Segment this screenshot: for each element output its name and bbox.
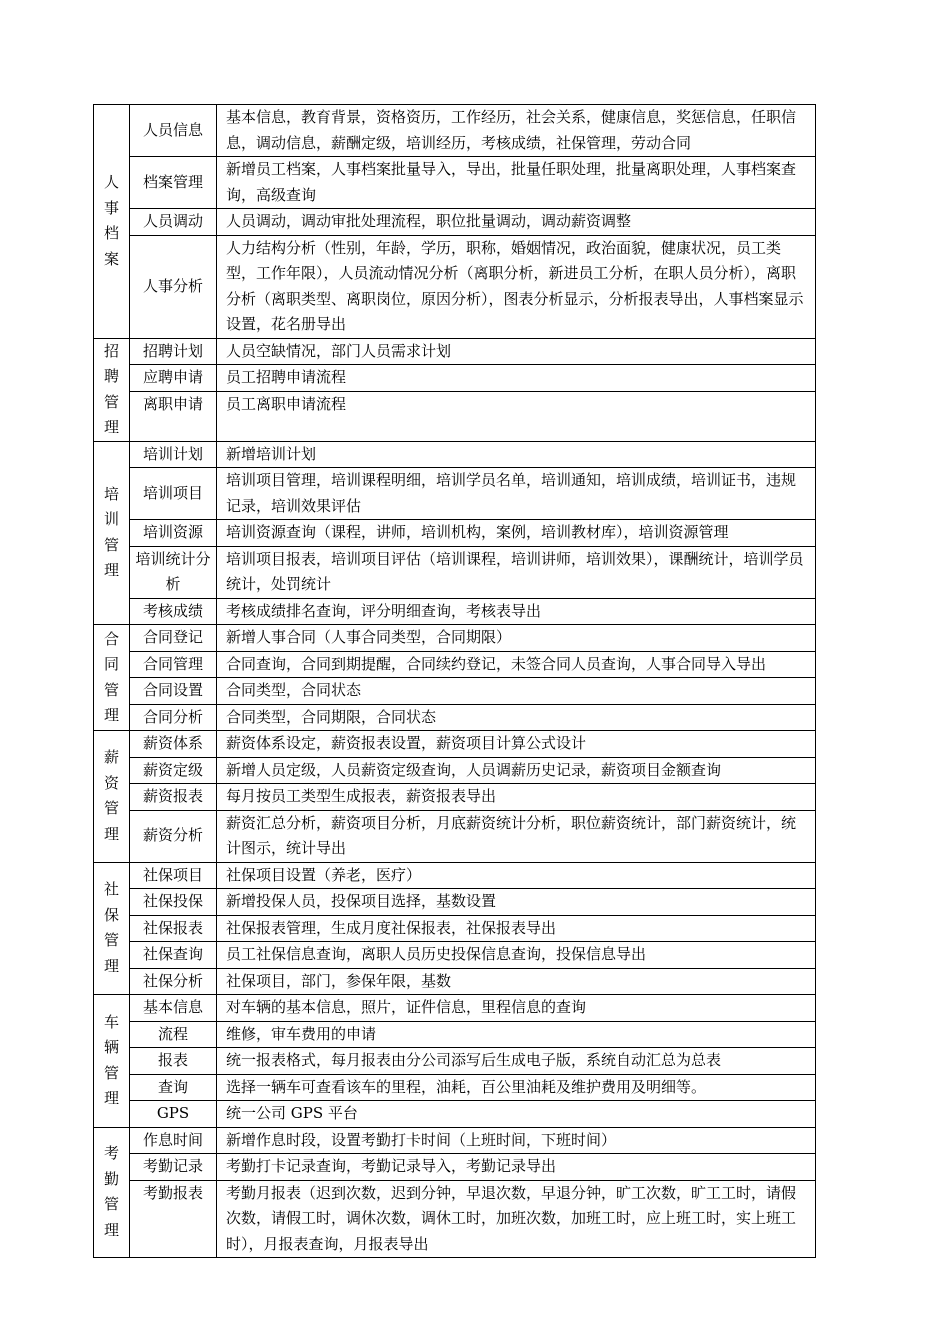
subitem-cell: 合同管理 xyxy=(130,651,217,678)
subitem-cell: 合同分析 xyxy=(130,704,217,731)
subitem-cell: 社保查询 xyxy=(130,942,217,969)
subitem-cell: 报表 xyxy=(130,1048,217,1075)
description-cell: 新增培训计划 xyxy=(217,441,816,468)
description-cell: 考勤打卡记录查询，考勤记录导入，考勤记录导出 xyxy=(217,1154,816,1181)
category-label: 合同管理 xyxy=(104,629,120,724)
category-label: 考勤管理 xyxy=(104,1144,120,1239)
subitem-cell: 考勤记录 xyxy=(130,1154,217,1181)
table-row xyxy=(94,915,816,942)
table-row xyxy=(94,862,816,889)
category-label: 车辆管理 xyxy=(104,1012,120,1108)
table-row xyxy=(94,105,816,157)
category-cell xyxy=(94,625,130,731)
table-row xyxy=(94,1154,816,1181)
description-cell: 人员空缺情况，部门人员需求计划 xyxy=(217,338,816,365)
category-cell xyxy=(94,105,130,339)
table-row xyxy=(94,784,816,811)
description-cell: 新增人员定级，人员薪资定级查询，人员调薪历史记录，薪资项目金额查询 xyxy=(217,757,816,784)
description-cell: 基本信息，教育背景，资格资历，工作经历，社会关系，健康信息，奖惩信息，任职信息，调动信息，薪酬定级，培训经历，考核成绩，社保管理，劳动合同 xyxy=(217,105,816,157)
description-cell: 薪资体系设定，薪资报表设置，薪资项目计算公式设计 xyxy=(217,731,816,758)
category-cell xyxy=(94,441,130,625)
subitem-cell: 离职申请 xyxy=(130,391,217,441)
description-cell: 社保项目，部门，参保年限，基数 xyxy=(217,968,816,995)
description-cell: 对车辆的基本信息，照片，证件信息，里程信息的查询 xyxy=(217,995,816,1022)
category-label: 招聘管理 xyxy=(104,341,120,436)
table-row xyxy=(94,391,816,441)
table-row xyxy=(94,1101,816,1128)
subitem-cell: 人员调动 xyxy=(130,209,217,236)
category-label: 培训管理 xyxy=(104,484,120,580)
category-cell xyxy=(94,995,130,1128)
table-row xyxy=(94,889,816,916)
subitem-cell: 人员信息 xyxy=(130,105,217,157)
description-cell: 考核成绩排名查询，评分明细查询，考核表导出 xyxy=(217,598,816,625)
description-cell: 统一公司 GPS 平台 xyxy=(217,1101,816,1128)
table-row xyxy=(94,678,816,705)
category-cell xyxy=(94,731,130,863)
subitem-cell: 培训计划 xyxy=(130,441,217,468)
feature-table xyxy=(93,104,816,1258)
description-cell: 社保报表管理，生成月度社保报表，社保报表导出 xyxy=(217,915,816,942)
table-row xyxy=(94,209,816,236)
table-row xyxy=(94,520,816,547)
subitem-cell: 社保报表 xyxy=(130,915,217,942)
table-row xyxy=(94,468,816,520)
table-row xyxy=(94,1180,816,1258)
subitem-cell: 档案管理 xyxy=(130,157,217,209)
description-cell: 员工社保信息查询，离职人员历史投保信息查询，投保信息导出 xyxy=(217,942,816,969)
subitem-cell: 社保项目 xyxy=(130,862,217,889)
description-cell: 社保项目设置（养老，医疗） xyxy=(217,862,816,889)
subitem-cell: 基本信息 xyxy=(130,995,217,1022)
subitem-cell: 培训统计分析 xyxy=(130,546,217,598)
table-row xyxy=(94,1048,816,1075)
description-cell: 员工离职申请流程 xyxy=(217,391,816,441)
category-cell xyxy=(94,338,130,441)
subitem-cell: 薪资报表 xyxy=(130,784,217,811)
description-cell: 新增员工档案，人事档案批量导入，导出，批量任职处理，批量离职处理，人事档案查询，高级查询 xyxy=(217,157,816,209)
feature-table-body xyxy=(94,105,816,1258)
table-row xyxy=(94,546,816,598)
description-cell: 薪资汇总分析，薪资项目分析，月底薪资统计分析，职位薪资统计，部门薪资统计，统计图示，统计导出 xyxy=(217,810,816,862)
table-row xyxy=(94,625,816,652)
description-cell: 考勤月报表（迟到次数，迟到分钟，早退次数，早退分钟，旷工次数，旷工工时，请假次数，请假工时，调休次数，调休工时，加班次数，加班工时，应上班工时，实上班工时），月报表查询，月报表导出 xyxy=(217,1180,816,1258)
description-cell: 培训项目报表，培训项目评估（培训课程，培训讲师，培训效果），课酬统计，培训学员统计，处罚统计 xyxy=(217,546,816,598)
description-cell: 新增投保人员，投保项目选择，基数设置 xyxy=(217,889,816,916)
description-cell: 每月按员工类型生成报表，薪资报表导出 xyxy=(217,784,816,811)
subitem-cell: 考核成绩 xyxy=(130,598,217,625)
table-row xyxy=(94,1021,816,1048)
table-row xyxy=(94,365,816,392)
category-cell xyxy=(94,862,130,995)
description-cell: 培训项目管理，培训课程明细，培训学员名单，培训通知，培训成绩，培训证书，违规记录，培训效果评估 xyxy=(217,468,816,520)
subitem-cell: 考勤报表 xyxy=(130,1180,217,1258)
category-cell xyxy=(94,1127,130,1258)
description-cell: 维修，审车费用的申请 xyxy=(217,1021,816,1048)
category-label: 人事档案 xyxy=(104,173,120,268)
table-row xyxy=(94,757,816,784)
category-label: 薪资管理 xyxy=(104,748,120,843)
table-row xyxy=(94,651,816,678)
subitem-cell: 合同登记 xyxy=(130,625,217,652)
subitem-cell: 作息时间 xyxy=(130,1127,217,1154)
subitem-cell: 培训资源 xyxy=(130,520,217,547)
category-label: 社保管理 xyxy=(104,880,120,975)
subitem-cell: 查询 xyxy=(130,1074,217,1101)
description-cell: 选择一辆车可查看该车的里程，油耗，百公里油耗及维护费用及明细等。 xyxy=(217,1074,816,1101)
table-row xyxy=(94,441,816,468)
description-cell: 合同查询，合同到期提醒，合同续约登记，未签合同人员查询，人事合同导入导出 xyxy=(217,651,816,678)
table-row xyxy=(94,1074,816,1101)
subitem-cell: 流程 xyxy=(130,1021,217,1048)
table-row xyxy=(94,942,816,969)
subitem-cell: 薪资定级 xyxy=(130,757,217,784)
description-cell: 新增人事合同（人事合同类型，合同期限） xyxy=(217,625,816,652)
table-row xyxy=(94,731,816,758)
subitem-cell: 薪资分析 xyxy=(130,810,217,862)
table-row xyxy=(94,235,816,338)
description-cell: 合同类型，合同状态 xyxy=(217,678,816,705)
table-row xyxy=(94,1127,816,1154)
subitem-cell: 合同设置 xyxy=(130,678,217,705)
table-row xyxy=(94,338,816,365)
subitem-cell: 培训项目 xyxy=(130,468,217,520)
subitem-cell: 招聘计划 xyxy=(130,338,217,365)
table-row xyxy=(94,968,816,995)
subitem-cell: 人事分析 xyxy=(130,235,217,338)
subitem-cell: 薪资体系 xyxy=(130,731,217,758)
description-cell: 培训资源查询（课程，讲师，培训机构，案例，培训教材库），培训资源管理 xyxy=(217,520,816,547)
table-row xyxy=(94,704,816,731)
subitem-cell: 应聘申请 xyxy=(130,365,217,392)
description-cell: 新增作息时段，设置考勤打卡时间（上班时间，下班时间） xyxy=(217,1127,816,1154)
description-cell: 统一报表格式，每月报表由分公司添写后生成电子版，系统自动汇总为总表 xyxy=(217,1048,816,1075)
description-cell: 人员调动，调动审批处理流程，职位批量调动，调动薪资调整 xyxy=(217,209,816,236)
description-cell: 人力结构分析（性别，年龄，学历，职称，婚姻情况，政治面貌，健康状况，员工类型，工作年限），人员流动情况分析（离职分析，新进员工分析，在职人员分析），离职分析（离职类型、离职岗位，原因分析），图表分析显示，分析报表导出，人事档案显示设置，花名册导出 xyxy=(217,235,816,338)
subitem-cell: 社保分析 xyxy=(130,968,217,995)
description-cell: 员工招聘申请流程 xyxy=(217,365,816,392)
description-cell: 合同类型，合同期限，合同状态 xyxy=(217,704,816,731)
subitem-cell: GPS xyxy=(130,1101,217,1128)
table-row xyxy=(94,810,816,862)
table-row xyxy=(94,995,816,1022)
table-row xyxy=(94,598,816,625)
table-row xyxy=(94,157,816,209)
subitem-cell: 社保投保 xyxy=(130,889,217,916)
